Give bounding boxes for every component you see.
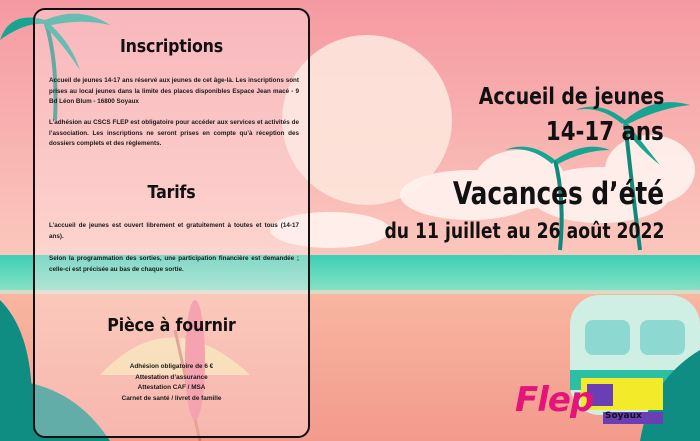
tarifs-paragraph-1: L’accueil de jeunes est ouvert librement et gratuitement à toutes et tous (14-17 ans).: [49, 222, 299, 240]
title-vacances: Vacances d’été: [452, 176, 664, 212]
inscriptions-paragraph-1: Accueil de jeunes 14-17 ans réservé aux jeunes de cet âge-là. Les inscriptions sont prises au local jeunes dans la limite des places disponibles Espace Jean macé - 9 Bd Léon Blum - 16800 Soyaux: [49, 77, 299, 106]
logo-brand-text: Flep: [515, 380, 594, 420]
info-panel: [33, 8, 310, 438]
document-item: Carnet de santé / livret de famille: [121, 394, 222, 402]
title-dates: du 11 juillet au 26 août 2022: [383, 219, 664, 243]
logo-city-text: Soyaux: [605, 411, 642, 421]
inscriptions-title: Inscriptions: [119, 36, 224, 57]
document-item: Attestation CAF / MSA: [137, 384, 206, 391]
title-age: 14-17 ans: [546, 117, 664, 147]
tarifs-paragraph-2: Selon la programmation des sorties, une participation financière est demandée ; celle-ci est précisée au bas de chaque sortie.: [49, 255, 299, 273]
inscriptions-paragraph-2: L’adhésion au CSCS FLEP est obligatoire pour accéder aux services et activités de l’association. Les inscriptions ne seront prises en compte qu’à réception des dossiers complets et des règlements.: [49, 119, 299, 148]
title-accueil: Accueil de jeunes: [478, 84, 664, 110]
document-item: Adhésion obligatoire de 6 €: [129, 363, 214, 370]
tarifs-title: Tarifs: [147, 182, 196, 203]
document-item: Attestation d’assurance: [135, 373, 208, 381]
flep-logo: [515, 378, 663, 424]
pieces-title: Pièce à fournir: [107, 315, 236, 336]
documents-list: [35, 362, 308, 404]
